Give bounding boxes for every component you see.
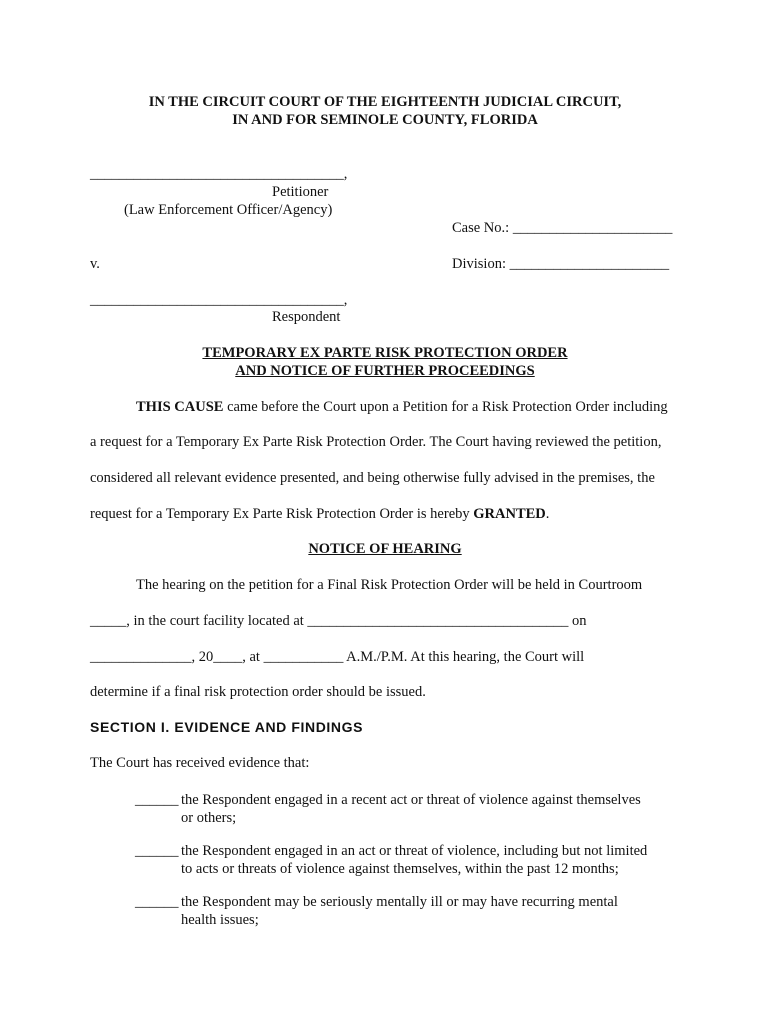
order-title-line-1: TEMPORARY EX PARTE RISK PROTECTION ORDER (202, 345, 568, 361)
division-label: Division: (452, 256, 506, 272)
finding-text: the Respondent engaged in an act or threat of violence, including but not limited to acts or threats of violence against themselves, within the past 12 months; (181, 843, 648, 877)
division-value: ______________________ (509, 256, 670, 272)
petitioner-sublabel: (Law Enforcement Officer/Agency) (124, 202, 333, 218)
division-field (452, 256, 669, 273)
notice-line-1: The hearing on the petition for a Final Risk Protection Order will be held in Courtroom (136, 577, 643, 593)
notice-of-hearing-heading: NOTICE OF HEARING (308, 541, 462, 557)
petitioner-name-blank: ___________________________________, (90, 166, 348, 182)
section-1-intro: The Court has received evidence that: (90, 755, 310, 771)
finding-checkbox-blank: ______ (135, 894, 179, 910)
notice-line-3: ______________, 20____, at ___________ A.M./P.M. At this hearing, the Court will (90, 649, 585, 665)
granted-word: GRANTED (473, 506, 546, 522)
body-paragraph-line-1: THIS CAUSE came before the Court upon a Petition for a Risk Protection Order including (136, 399, 668, 415)
notice-line-4: determine if a final risk protection order should be issued. (90, 684, 426, 700)
order-title-line-2: AND NOTICE OF FURTHER PROCEEDINGS (235, 363, 535, 379)
respondent-name-blank: ___________________________________, (90, 292, 348, 308)
case-number-value: ______________________ (512, 220, 673, 236)
petitioner-label: Petitioner (272, 184, 329, 200)
this-cause-lead: THIS CAUSE (136, 399, 224, 415)
notice-line-2: _____, in the court facility located at ____________________________________ on (90, 613, 587, 629)
court-header-line-1: IN THE CIRCUIT COURT OF THE EIGHTEENTH JUDICIAL CIRCUIT, (148, 94, 622, 110)
body-paragraph-line-3: considered all relevant evidence presented, and being otherwise fully advised in the premises, the (90, 470, 655, 486)
versus-label: v. (90, 256, 100, 272)
finding-text: the Respondent engaged in a recent act or threat of violence against themselves or others; (181, 792, 641, 826)
body-paragraph-line-4: request for a Temporary Ex Parte Risk Protection Order is hereby GRANTED. (90, 506, 550, 522)
finding-text: the Respondent may be seriously mentally ill or may have recurring mental health issues; (181, 894, 618, 928)
court-header-line-2: IN AND FOR SEMINOLE COUNTY, FLORIDA (232, 112, 538, 128)
section-1-heading: SECTION I. EVIDENCE AND FINDINGS (90, 719, 364, 735)
body-paragraph-line-2: a request for a Temporary Ex Parte Risk Protection Order. The Court having reviewed the petition, (90, 434, 662, 450)
case-number-field (452, 220, 672, 237)
finding-checkbox-blank: ______ (135, 843, 179, 859)
case-number-label: Case No.: (452, 220, 510, 236)
finding-checkbox-blank: ______ (135, 792, 179, 808)
respondent-label: Respondent (272, 309, 341, 325)
